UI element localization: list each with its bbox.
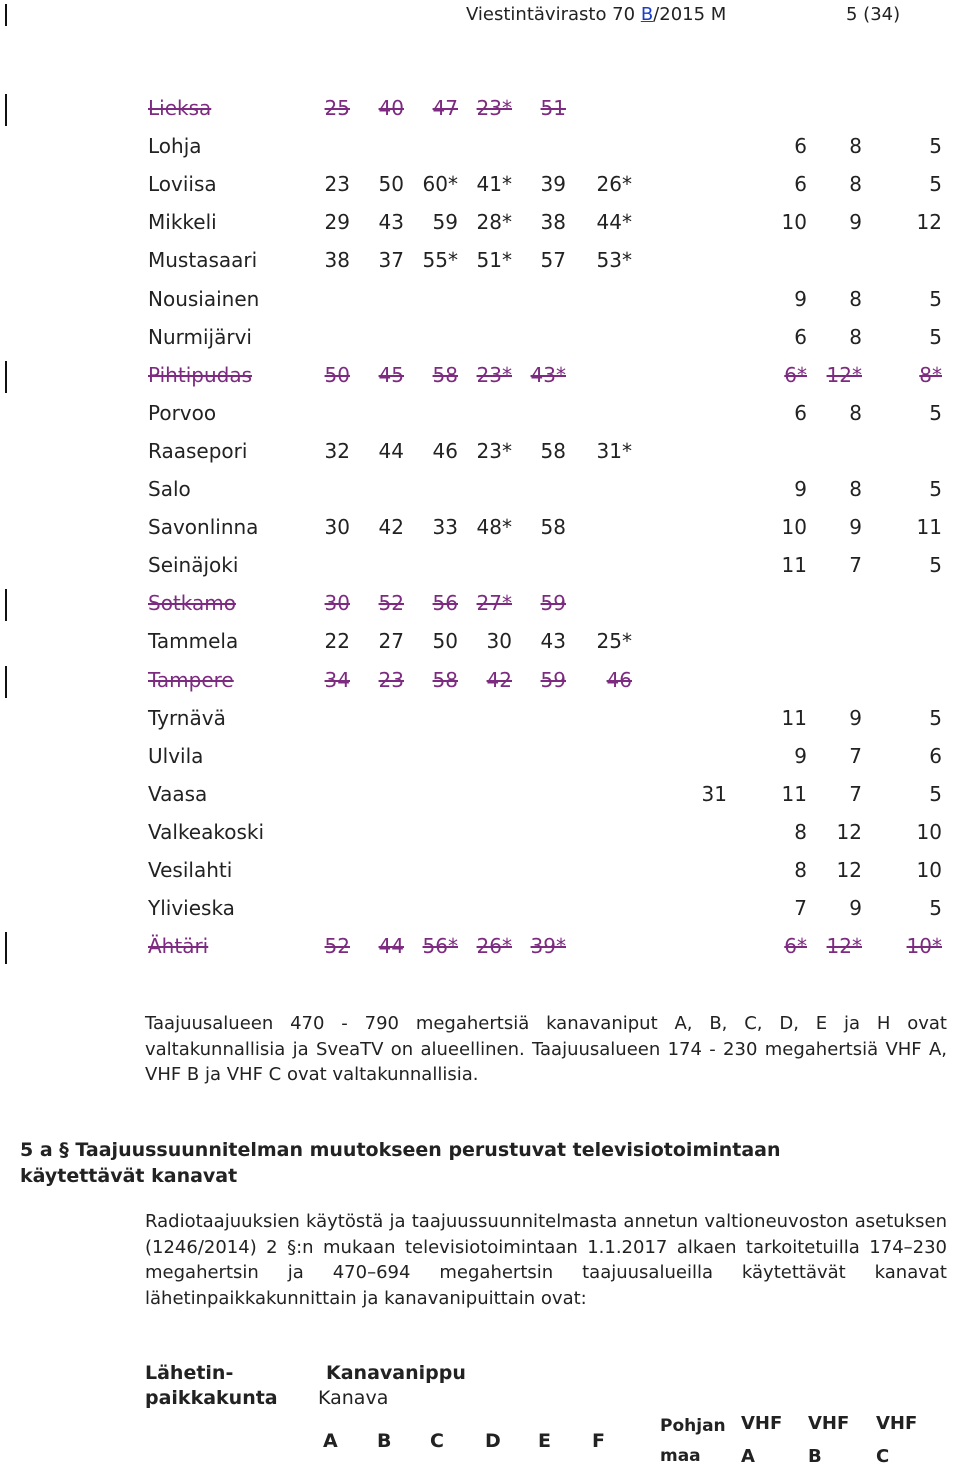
- vhf-letter: B: [808, 1446, 822, 1467]
- cell-value: 6: [794, 134, 807, 158]
- cell-value: 40: [378, 96, 404, 120]
- cell-value: 23: [324, 172, 350, 196]
- cell-value: 52: [378, 591, 404, 615]
- cell-value: 12: [836, 858, 862, 882]
- region-header-line2: maa: [660, 1446, 701, 1466]
- cell-value: 28*: [476, 210, 512, 234]
- station-name: Pihtipudas: [148, 363, 252, 387]
- cell-value: 34: [324, 668, 350, 692]
- cell-value: 12: [916, 210, 942, 234]
- table-row: [0, 172, 960, 210]
- cell-value: 26*: [596, 172, 632, 196]
- cell-value: 6*: [784, 934, 807, 958]
- cell-value: 58: [432, 363, 458, 387]
- vhf-label: VHF: [876, 1413, 918, 1434]
- cell-value: 8: [794, 858, 807, 882]
- table-row: [0, 363, 960, 401]
- table-row: [0, 325, 960, 363]
- change-bar: [5, 361, 7, 393]
- cell-value: 25: [324, 96, 350, 120]
- cell-value: 9: [794, 287, 807, 311]
- table-row: [0, 858, 960, 896]
- cell-value: 11: [781, 706, 807, 730]
- cell-value: 47: [432, 96, 458, 120]
- cell-value: 8: [849, 401, 862, 425]
- cell-value: 5: [929, 706, 942, 730]
- cell-value: 8: [849, 477, 862, 501]
- cell-value: 30: [324, 515, 350, 539]
- bundle-letter: B: [377, 1430, 392, 1452]
- table-row: [0, 668, 960, 706]
- vhf-letter: C: [876, 1446, 890, 1467]
- cell-value: 57: [540, 248, 566, 272]
- bundle-header: Kanavanippu: [326, 1362, 466, 1384]
- cell-value: 42: [378, 515, 404, 539]
- table-row: [0, 934, 960, 972]
- cell-value: 23*: [476, 363, 512, 387]
- station-header-line2: paikkakunta: [145, 1387, 278, 1409]
- section-title: Taajuussuunnitelman muutokseen perustuvat televisiotoimintaan käytettävät kanavat: [20, 1139, 781, 1187]
- table-row: [0, 629, 960, 667]
- cell-value: 48*: [476, 515, 512, 539]
- cell-value: 11: [916, 515, 942, 539]
- cell-value: 12: [836, 820, 862, 844]
- cell-value: 5: [929, 287, 942, 311]
- cell-value: 42: [486, 668, 512, 692]
- cell-value: 5: [929, 782, 942, 806]
- cell-value: 37: [378, 248, 404, 272]
- cell-value: 55*: [422, 248, 458, 272]
- station-name: Savonlinna: [148, 515, 259, 539]
- cell-value: 52: [324, 934, 350, 958]
- table-row: [0, 553, 960, 591]
- station-name: Mustasaari: [148, 248, 258, 272]
- bundle-letter: F: [592, 1430, 605, 1452]
- cell-value: 58: [540, 439, 566, 463]
- station-name: Mikkeli: [148, 210, 217, 234]
- section-number: 5 a: [20, 1139, 53, 1161]
- cell-value: 11: [781, 553, 807, 577]
- cell-value: 10*: [906, 934, 942, 958]
- cell-value: 5: [929, 325, 942, 349]
- cell-value: 23: [378, 668, 404, 692]
- table-row: [0, 210, 960, 248]
- station-name: Vesilahti: [148, 858, 233, 882]
- station-name: Valkeakoski: [148, 820, 265, 844]
- vhf-label: VHF: [741, 1413, 783, 1434]
- cell-value: 9: [794, 744, 807, 768]
- cell-value: 9: [849, 515, 862, 539]
- change-bar: [5, 94, 7, 126]
- station-name: Loviisa: [148, 172, 217, 196]
- cell-value: 38: [324, 248, 350, 272]
- cell-value: 11: [781, 782, 807, 806]
- station-name: Raasepori: [148, 439, 248, 463]
- table-row: [0, 439, 960, 477]
- cell-value: 29: [324, 210, 350, 234]
- cell-value: 43*: [530, 363, 566, 387]
- cell-value: 8: [849, 287, 862, 311]
- station-name: Lohja: [148, 134, 202, 158]
- cell-value: 30: [486, 629, 512, 653]
- change-bar: [5, 666, 7, 698]
- cell-value: 50: [432, 629, 458, 653]
- station-name: Ähtäri: [148, 934, 209, 958]
- cell-value: 5: [929, 134, 942, 158]
- cell-value: 8: [794, 820, 807, 844]
- document-header: [466, 4, 726, 25]
- cell-value: 25*: [596, 629, 632, 653]
- cell-value: 51*: [476, 248, 512, 272]
- station-name: Tyrnävä: [148, 706, 226, 730]
- table-row: [0, 248, 960, 286]
- region-header-line1: Pohjan: [660, 1416, 726, 1436]
- cell-value: 10: [781, 515, 807, 539]
- station-name: Lieksa: [148, 96, 212, 120]
- cell-value: 32: [324, 439, 350, 463]
- cell-value: 5: [929, 172, 942, 196]
- frequency-note: Taajuusalueen 470 - 790 megahertsiä kanavaniput A, B, C, D, E ja H ovat valtakunnallisia ja SveaTV on alueellinen. Taajuusalueen 174 - 230 megahertsiä VHF A, VHF B ja VHF C ovat valtakunnallisia.: [145, 1013, 947, 1085]
- cell-value: 6: [794, 401, 807, 425]
- cell-value: 31*: [596, 439, 632, 463]
- station-name: Vaasa: [148, 782, 208, 806]
- table-row: [0, 287, 960, 325]
- section-heading: [20, 1137, 900, 1189]
- table-row: [0, 820, 960, 858]
- cell-value: 30: [324, 591, 350, 615]
- bundle-letter: D: [485, 1430, 501, 1452]
- table-row: [0, 96, 960, 134]
- cell-value: 6*: [784, 363, 807, 387]
- cell-value: 7: [849, 553, 862, 577]
- cell-value: 5: [929, 896, 942, 920]
- change-bar: [5, 932, 7, 964]
- cell-value: 5: [929, 477, 942, 501]
- station-name: Porvoo: [148, 401, 217, 425]
- table-row: [0, 591, 960, 629]
- cell-value: 12*: [826, 934, 862, 958]
- cell-value: 9: [794, 477, 807, 501]
- cell-value: 45: [378, 363, 404, 387]
- cell-value: 5: [929, 401, 942, 425]
- cell-value: 51: [540, 96, 566, 120]
- cell-value: 8*: [919, 363, 942, 387]
- change-bar: [5, 589, 7, 621]
- cell-value: 10: [916, 820, 942, 844]
- cell-value: 44: [378, 934, 404, 958]
- cell-value: 38: [540, 210, 566, 234]
- section-symbol: §: [59, 1139, 69, 1161]
- cell-value: 33: [432, 515, 458, 539]
- cell-value: 8: [849, 172, 862, 196]
- cell-value: 5: [929, 553, 942, 577]
- table-row: [0, 477, 960, 515]
- vhf-label: VHF: [808, 1413, 850, 1434]
- section-body: Radiotaajuuksien käytöstä ja taajuussuunnitelmasta annetun valtioneuvoston asetuksen (1246/2014) 2 §:n mukaan televisiotoimintaan 1.1.2017 alkaen tarkoitetuilla 174–230 megahertsin ja 470–694 megahertsin taajuusalueilla käytettävät kanavat lähetinpaikkakunnittain ja kanavanipuittain ovat:: [145, 1211, 947, 1309]
- bundle-letter: E: [538, 1430, 551, 1452]
- cell-value: 27*: [476, 591, 512, 615]
- table-row: [0, 782, 960, 820]
- vhf-letter: A: [741, 1446, 755, 1467]
- cell-value: 59: [540, 591, 566, 615]
- cell-value: 7: [794, 896, 807, 920]
- cell-value: 6: [929, 744, 942, 768]
- cell-value: 9: [849, 706, 862, 730]
- cell-value: 6: [794, 172, 807, 196]
- cell-value: 31: [701, 782, 727, 806]
- bundle-letter: C: [430, 1430, 444, 1452]
- cell-value: 27: [378, 629, 404, 653]
- cell-value: 7: [849, 744, 862, 768]
- cell-value: 23*: [476, 96, 512, 120]
- station-name: Nousiainen: [148, 287, 260, 311]
- table-row: [0, 401, 960, 439]
- cell-value: 58: [432, 668, 458, 692]
- cell-value: 8: [849, 325, 862, 349]
- station-header-line1: Lähetin-: [145, 1362, 234, 1384]
- cell-value: 46: [432, 439, 458, 463]
- station-name: Nurmijärvi: [148, 325, 252, 349]
- cell-value: 59: [432, 210, 458, 234]
- cell-value: 6: [794, 325, 807, 349]
- station-name: Tampere: [148, 668, 234, 692]
- page-number: 5 (34): [846, 4, 901, 25]
- cell-value: 56: [432, 591, 458, 615]
- cell-value: 44: [378, 439, 404, 463]
- cell-value: 7: [849, 782, 862, 806]
- station-name: Ulvila: [148, 744, 204, 768]
- cell-value: 23*: [476, 439, 512, 463]
- station-name: Salo: [148, 477, 191, 501]
- cell-value: 41*: [476, 172, 512, 196]
- header-link[interactable]: B: [640, 4, 654, 25]
- channel-label: Kanava: [318, 1387, 389, 1409]
- cell-value: 46: [606, 668, 632, 692]
- cell-value: 43: [540, 629, 566, 653]
- table-row: [0, 134, 960, 172]
- table-row: [0, 706, 960, 744]
- cell-value: 58: [540, 515, 566, 539]
- cell-value: 39*: [530, 934, 566, 958]
- table-row: [0, 744, 960, 782]
- station-name: Sotkamo: [148, 591, 236, 615]
- cell-value: 10: [916, 858, 942, 882]
- cell-value: 39: [540, 172, 566, 196]
- cell-value: 26*: [476, 934, 512, 958]
- header-text-after: /2015 M: [653, 4, 727, 25]
- cell-value: 43: [378, 210, 404, 234]
- cell-value: 10: [781, 210, 807, 234]
- cell-value: 22: [324, 629, 350, 653]
- table-row: [0, 896, 960, 934]
- cell-value: 59: [540, 668, 566, 692]
- cell-value: 50: [378, 172, 404, 196]
- cell-value: 12*: [826, 363, 862, 387]
- station-name: Tammela: [148, 629, 239, 653]
- station-name: Seinäjoki: [148, 553, 239, 577]
- cell-value: 60*: [422, 172, 458, 196]
- cell-value: 50: [324, 363, 350, 387]
- cell-value: 8: [849, 134, 862, 158]
- bundle-letter: A: [323, 1430, 338, 1452]
- cell-value: 56*: [422, 934, 458, 958]
- cell-value: 9: [849, 210, 862, 234]
- cell-value: 9: [849, 896, 862, 920]
- station-name: Ylivieska: [148, 896, 235, 920]
- header-change-bar: [5, 4, 7, 26]
- table-row: [0, 515, 960, 553]
- cell-value: 53*: [596, 248, 632, 272]
- cell-value: 44*: [596, 210, 632, 234]
- header-text: Viestintävirasto 70: [466, 4, 641, 25]
